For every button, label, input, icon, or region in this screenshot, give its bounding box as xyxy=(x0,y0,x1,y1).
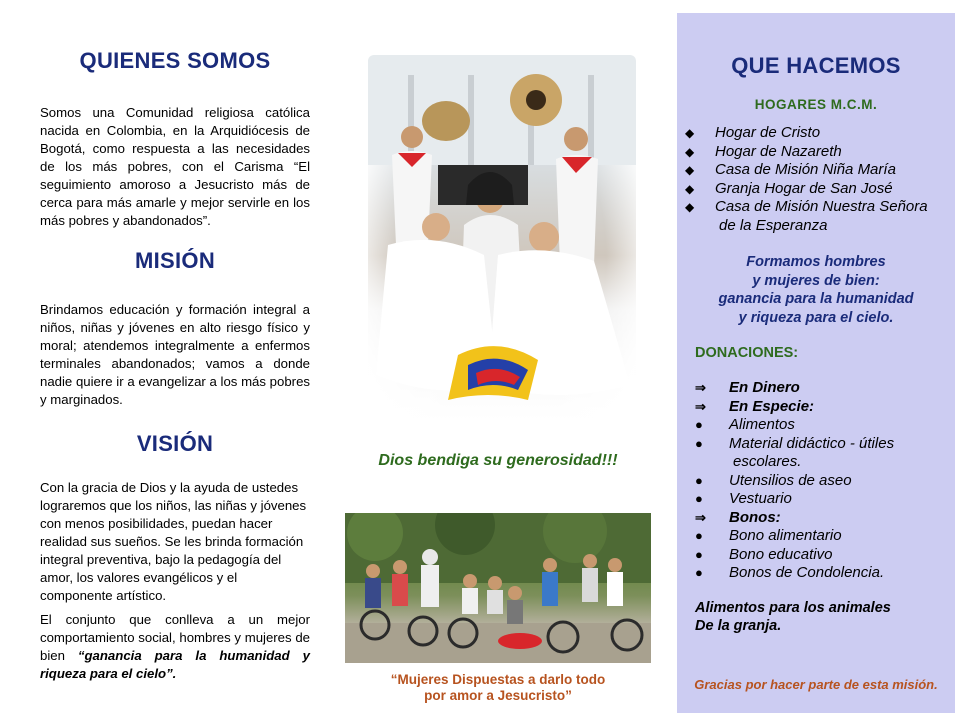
arrow-right-icon: ⇒ xyxy=(695,398,706,414)
motto-quote xyxy=(345,672,651,704)
diamond-bullet-icon: ◆ xyxy=(685,200,695,214)
list-item: ● Vestuario xyxy=(695,490,792,507)
vision-text-2 xyxy=(40,611,310,683)
list-item: ◆ Granja Hogar de San José xyxy=(685,179,893,197)
quienes-somos-heading: QUIENES SOMOS xyxy=(79,48,271,73)
motto-quote-line2: por amor a Jesucristo” xyxy=(424,688,572,703)
dot-bullet-icon: ● xyxy=(695,546,703,562)
list-item: ⇒ Bonos: xyxy=(695,508,781,526)
mision-heading: MISIÓN xyxy=(134,248,216,273)
dot-bullet-icon: ● xyxy=(695,565,703,580)
motto-text: Formamos hombres y mujeres de bien: ganancia para la humanidad y riqueza para el cielo. xyxy=(718,254,914,326)
thanks-text: Gracias por hacer parte de esta misión. xyxy=(694,677,938,692)
list-item: ◆ Hogar de Nazareth xyxy=(685,142,842,160)
diamond-bullet-icon: ◆ xyxy=(685,144,695,159)
animals-text: Alimentos para los animales De la granja. xyxy=(695,599,891,634)
list-item: ● Bonos de Condolencia. xyxy=(695,564,885,581)
bikes-photo-illustration xyxy=(345,513,651,663)
list-item: ● Bono alimentario xyxy=(695,527,842,544)
children-photo-illustration xyxy=(368,55,636,420)
vision-text-2-main: El conjunto que conlleva a un mejor comportamiento social, hombres y mujeres de bien xyxy=(40,612,310,663)
list-item: ⇒ En Dinero xyxy=(695,379,800,396)
arrow-right-icon: ⇒ xyxy=(695,509,706,525)
dot-bullet-icon: ● xyxy=(695,528,703,543)
children-photo xyxy=(368,55,636,420)
mision-text: Brindamos educación y formación integral a niños, niñas y jóvenes en alto riesgo físico y moral; atendemos integralmente a enfermos terminales abandonados; vamos a donde nadie quiere ir a evangelizar a los más pobres y marginados. xyxy=(40,302,310,407)
donaciones-title: DONACIONES: xyxy=(695,345,799,361)
list-item: ◆ Hogar de Cristo xyxy=(685,124,821,141)
que-hacemos-panel xyxy=(677,13,955,713)
dot-bullet-icon: ● xyxy=(695,435,703,451)
list-item-continuation: escolares. xyxy=(733,453,802,470)
list-item: ◆ Casa de Misión Niña María xyxy=(685,161,896,178)
vision-text: Con la gracia de Dios y la ayuda de ustedes lograremos que los niños, las niñas y jóvenes con menos posibilidades, puedan hacer realidad sus sueños. Se les brinda formación integral preventiva, bajo la pedagogía del amor, los valores evangélicos y el componente artístico. xyxy=(40,480,307,603)
vision-heading: VISIÓN xyxy=(136,431,214,456)
donaciones-list xyxy=(677,379,955,583)
list-item: ● Alimentos xyxy=(695,416,795,433)
list-item: ● Material didáctico - útiles escolares. xyxy=(677,435,955,472)
list-item-continuation: de la Esperanza xyxy=(719,216,828,234)
dot-bullet-icon: ● xyxy=(695,491,703,506)
bikes-photo xyxy=(345,513,651,663)
que-hacemos-heading: QUE HACEMOS xyxy=(731,53,901,78)
diamond-bullet-icon: ◆ xyxy=(685,163,695,177)
vision-text-2-bold: “ganancia para la humanidad y riqueza para el cielo”. xyxy=(40,648,310,681)
hogares-title: HOGARES M.C.M. xyxy=(754,97,878,112)
list-item: ◆ Casa de Misión Nuestra Señora de la Esperanza xyxy=(677,198,955,235)
list-item: ● Bono educativo xyxy=(695,545,833,563)
hogares-list xyxy=(677,124,955,235)
list-item: ⇒ En Especie: xyxy=(695,397,815,415)
left-column xyxy=(40,48,310,683)
blessing-caption: Dios bendiga su generosidad!!! xyxy=(378,452,618,469)
motto-quote-line1: “Mujeres Dispuestas a darlo todo xyxy=(390,672,606,687)
dot-bullet-icon: ● xyxy=(695,472,703,488)
quienes-somos-text: Somos una Comunidad religiosa católica nacida en Colombia, en la Arquidiócesis de Bogotá, como respuesta a las necesidades de los más pobres, con el Carisma “El seguimiento amoroso a Jesucristo más de cerca para más amarle y mejor servirle en los más pobres y abandonados”. xyxy=(40,105,310,228)
diamond-bullet-icon: ◆ xyxy=(685,126,695,140)
list-item: ● Utensilios de aseo xyxy=(695,471,852,489)
dot-bullet-icon: ● xyxy=(695,417,703,432)
arrow-right-icon: ⇒ xyxy=(695,380,706,395)
diamond-bullet-icon: ◆ xyxy=(685,181,695,196)
